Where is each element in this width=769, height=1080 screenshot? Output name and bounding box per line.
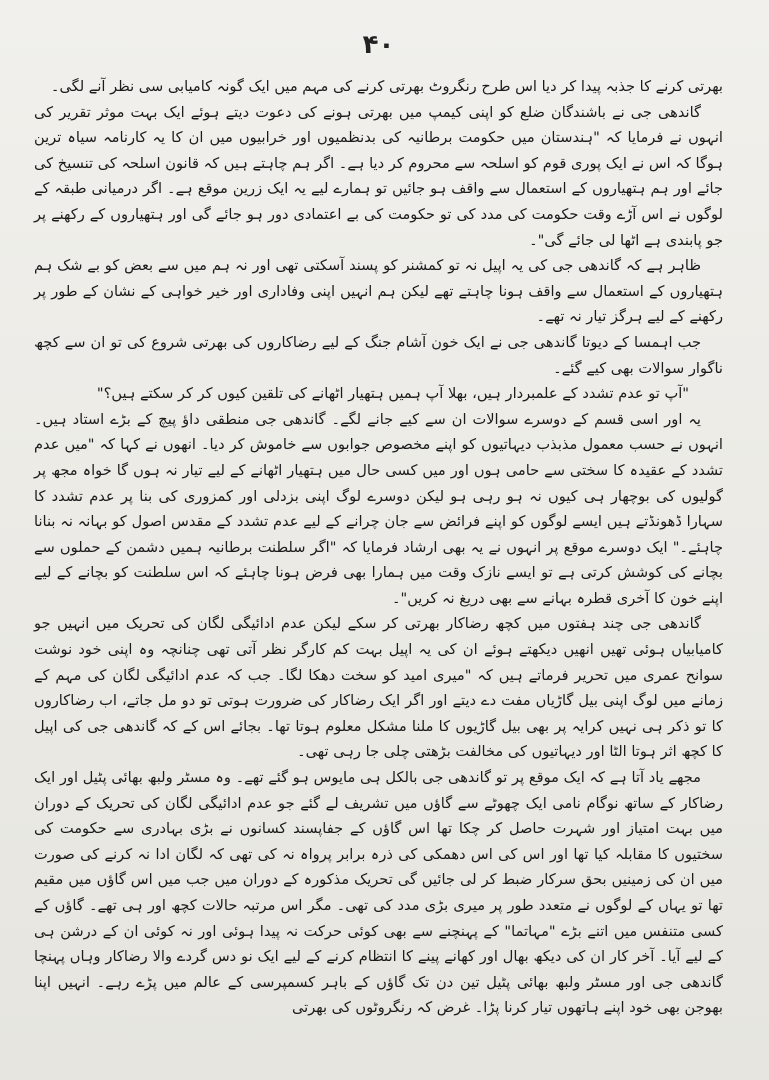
paragraph: گاندھی جی چند ہفتوں میں کچھ رضاکار بھرتی کر سکے لیکن عدم ادائیگی لگان کی تحریک میں انہیں جو کامیابیاں ہوئی تھیں انھیں دیکھتے ہوئے ان کی یہ اپیل بہت کم کارگر نظر آتی تھی چنانچہ وہ اپنی خود نوشت سوانح عمری میں تحریر فرماتے ہیں کہ "میری امید کو سخت دھکا لگا۔ جب کہ عدم ادائیگی لگان کی مہم کے زمانے میں لوگ اپنی بیل گاڑیاں مفت دے دیتے اور اگر ایک رضاکار کی ضرورت ہوتی تو دو مل جاتے، اب رضاکاروں کا تو ذکر ہی نہیں کرایہ پر بھی بیل گاڑیوں کا ملنا مشکل معلوم ہوتا تھا۔ بجائے اس کے کہ گاندھی جی کی اپیل کا کچھ اثر ہوتا الٹا اور دیہاتیوں کی مخالفت بڑھتی چلی جا رہی تھی۔ bbox=[34, 615, 723, 761]
paragraph: جب اہمسا کے دیوتا گاندھی جی نے ایک خون آشام جنگ کے لیے رضاکاروں کی بھرتی شروع کی تو ان سے کچھ ناگوار سوالات بھی کیے گئے۔ bbox=[34, 333, 723, 377]
paragraph: بھرتی کرنے کا جذبہ پیدا کر دیا اس طرح رنگروٹ بھرتی کرنے کی مہم میں ایک گونہ کامیابی سی نظر آنے لگی۔ bbox=[50, 78, 723, 95]
page-body bbox=[34, 74, 723, 1021]
page-number: ۴۰ bbox=[362, 30, 395, 60]
paragraph: "آپ تو عدم تشدد کے علمبردار ہیں، بھلا آپ ہمیں ہتھیار اٹھانے کی تلقین کیوں کر کر سکتے ہیں؟" bbox=[96, 385, 689, 403]
paragraph: ظاہر ہے کہ گاندھی جی کی یہ اپیل نہ تو کمشنر کو پسند آسکتی تھی اور نہ ہم میں سے بعض کو بے شک ہم ہتھیاروں کے استعمال سے واقف ہونا چاہتے تھے لیکن ہم انہیں اپنی وفاداری اور خیر خواہی کے نشان کے طور پر رکھنے کے لیے ہرگز تیار نہ تھے۔ bbox=[34, 257, 723, 326]
paragraph: مجھے یاد آتا ہے کہ ایک موقع پر تو گاندھی جی بالکل ہی مایوس ہو گئے تھے۔ وہ مسٹر ولبھ بھائی پٹیل اور ایک رضاکار کے ساتھ نوگام نامی ایک چھوٹے سے گاؤں میں تشریف لے گئے جو عدم ادائیگی لگان کی تحریک کے دوران میں بہت امتیاز اور شہرت حاصل کر چکا تھا اس گاؤں کے جفاپسند کسانوں نے بڑی بہادری سے حکومت کی سختیوں کا مقابلہ کیا تھا اور اس کی اس دھمکی کی ذرہ برابر پرواہ نہ کی تھی کہ لگان ادا نہ کرنے کی صورت میں ان کی زمینیں بحق سرکار ضبط کر لی جائیں گی تحریک مذکورہ کے دوران میں جب میں اس گاؤں میں مقیم تھا تو یہاں کے لوگوں نے متعدد طور پر میری بڑی مدد کی تھی۔ مگر اس مرتبہ حالات کچھ اور ہی تھے۔ گاؤں کے کسی متنفس میں اتنے بڑے "مہاتما" کے پہنچنے سے بھی کوئی حرکت نہ پیدا ہوئی اور نہ کوئی ان کے درشن ہی کے لیے آیا۔ آخر کار ان کی دیکھ بھال اور کھانے پینے کا انتظام کرنے کے لیے ایک نو دس گردے والا رضاکار وہاں پہنچا گاندھی جی اور مسٹر ولبھ بھائی پٹیل تین دن تک گاؤں کے باہر کسمپرسی کے عالم میں پڑے رہے۔ انہیں اپنا بھوجن بھی خود اپنے ہاتھوں تیار کرنا پڑا۔ غرض کہ رنگروٹوں کی بھرتی bbox=[34, 769, 723, 1017]
paragraph: گاندھی جی نے باشندگان ضلع کو اپنی کیمپ میں بھرتی ہونے کی دعوت دیتے ہوئے ایک بہت موثر تقریر کی انہوں نے فرمایا کہ "ہندستان میں حکومت برطانیہ کی بدنظمیوں اور خرابیوں میں ان کا یہ کارنامہ سیاہ ترین ہوگا کہ اس نے ایک پوری قوم کو اسلحہ سے محروم کر دیا ہے۔ اگر ہم چاہتے ہیں کہ قانون اسلحہ کی تنسیخ کی جائے اور ہم ہتھیاروں کے استعمال سے واقف ہو جائیں تو ہمارے لیے یہ ایک زرین موقع ہے۔ اگر درمیانی طبقہ کے لوگوں نے اس آڑے وقت حکومت کی مدد کی تو حکومت کی بے اعتمادی دور ہو جائے گی اور ہتھیاروں کے رکھنے پر جو پابندی ہے اٹھا لی جائے گی"۔ bbox=[34, 103, 723, 249]
paragraph: یہ اور اسی قسم کے دوسرے سوالات ان سے کیے جانے لگے۔ گاندھی جی منطقی داؤ پیچ کے بڑے استاد ہیں۔ انہوں نے حسب معمول مذبذب دیہاتیوں کو اپنے مخصوص جوابوں سے خاموش کر دیا۔ انھوں نے کہا کہ "میں عدم تشدد کے عقیدہ کا سختی سے حامی ہوں اور میں کسی حال میں ہتھیار اٹھانے کے لیے تیار نہ ہوں گا خواہ مجھ پر گولیوں کی بوچھار ہی کیوں نہ ہو رہی ہو لیکن دوسرے لوگ اپنی بزدلی اور کمزوری کی بنا پر عدم تشدد کا سہارا ڈھونڈتے ہیں ایسے لوگوں کو اپنے فرائض سے جان چرانے کے لیے عدم تشدد کے مقدس اصول کو بہانہ نہ بنانا چاہئے۔" ایک دوسرے موقع پر انہوں نے یہ بھی ارشاد فرمایا کہ "اگر سلطنت برطانیہ ہمیں دشمن کے حملوں سے بچانے کی کوشش کرتی ہے تو ایسے نازک وقت میں ہمارا بھی فرض ہونا چاہئے کہ اس سلطنت کو بچانے کے لیے اپنے خون کا آخری قطرہ بہانے سے بھی دریغ نہ کریں"۔ bbox=[34, 410, 723, 607]
